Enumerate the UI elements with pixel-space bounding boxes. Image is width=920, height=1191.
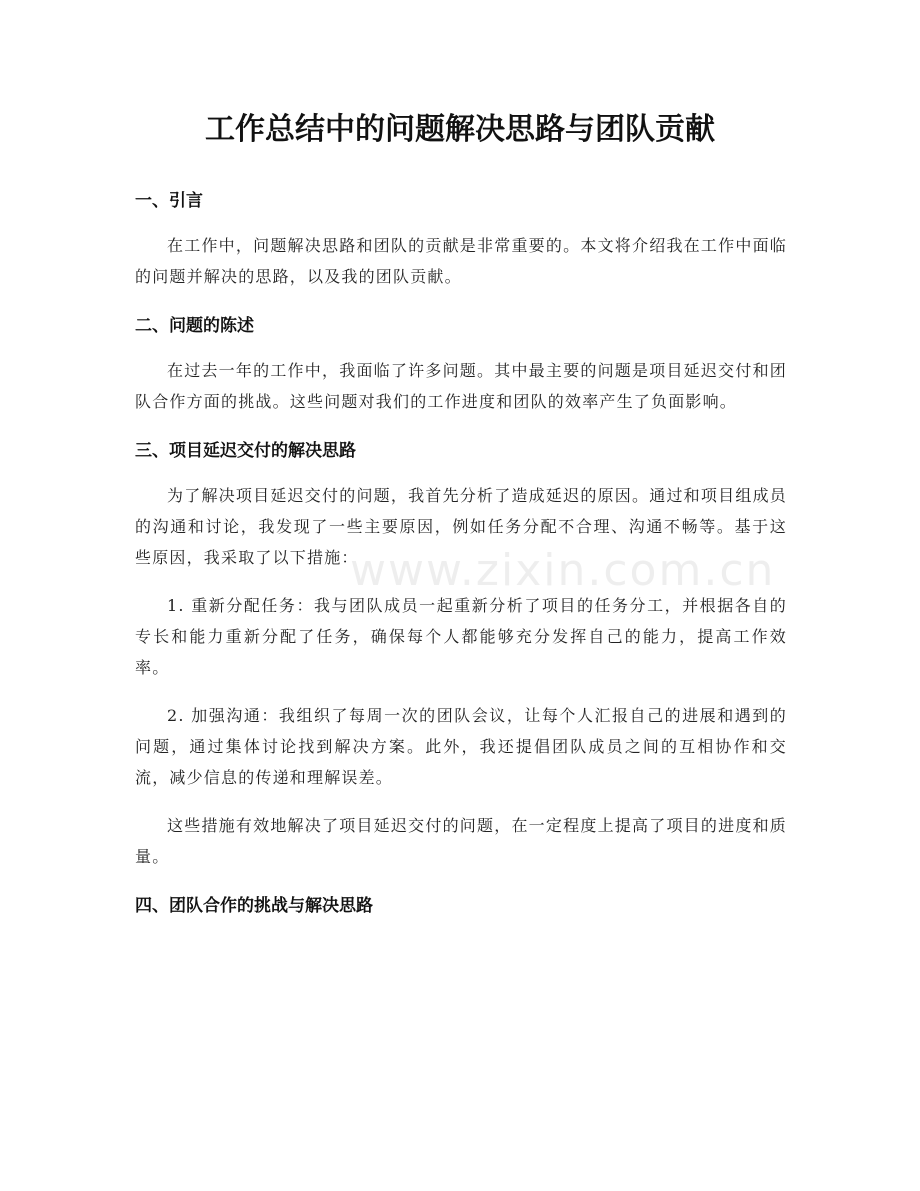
section-heading-problem: 二、问题的陈述 (135, 316, 254, 336)
paragraph: 为了解决项目延迟交付的问题，我首先分析了造成延迟的原因。通过和项目组成员的沟通和讨论，我发现了一些主要原因，例如任务分配不合理、沟通不畅等。基于这些原因，我采取了以下措施： (135, 486, 787, 567)
list-item: 2. 加强沟通：我组织了每周一次的团队会议，让每个人汇报自己的进展和遇到的问题，通过集体讨论找到解决方案。此外，我还提倡团队成员之间的互相协作和交流，减少信息的传递和理解误差。 (135, 706, 787, 787)
section-heading-intro: 一、引言 (135, 191, 203, 211)
paragraph: 在工作中，问题解决思路和团队的贡献是非常重要的。本文将介绍我在工作中面临的问题并解决的思路，以及我的团队贡献。 (135, 236, 787, 286)
section-heading-teamwork: 四、团队合作的挑战与解决思路 (135, 896, 373, 916)
paragraph: 在过去一年的工作中，我面临了许多问题。其中最主要的问题是项目延迟交付和团队合作方面的挑战。这些问题对我们的工作进度和团队的效率产生了负面影响。 (135, 361, 787, 411)
paragraph: 这些措施有效地解决了项目延迟交付的问题，在一定程度上提高了项目的进度和质量。 (135, 816, 787, 866)
list-item: 1. 重新分配任务：我与团队成员一起重新分析了项目的任务分工，并根据各自的专长和能力重新分配了任务，确保每个人都能够充分发挥自己的能力，提高工作效率。 (135, 596, 787, 677)
document-title: 工作总结中的问题解决思路与团队贡献 (205, 112, 715, 147)
section-heading-delay-solution: 三、项目延迟交付的解决思路 (135, 441, 356, 461)
document-body (135, 186, 787, 921)
watermark: www.zixin.com.cn (350, 545, 776, 596)
